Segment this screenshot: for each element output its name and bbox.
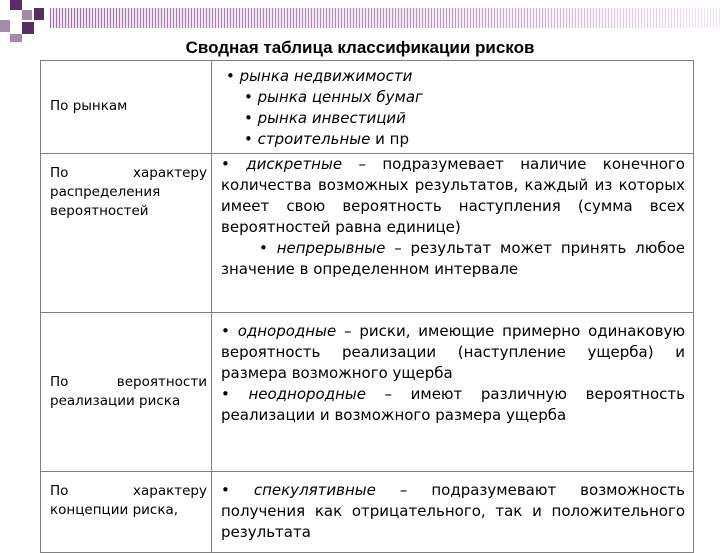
list-item: • рынка ценных бумаг — [244, 88, 423, 106]
list-item: • дискретные – подразумевает наличие конечного количества возможных результатов, каждый из которых имеет свою вероятность наступления (сумма всех вероятностей равна единице) — [221, 155, 685, 236]
list-item: • рынка недвижимости — [226, 67, 413, 85]
risk-classification-table — [40, 60, 694, 553]
table-row — [41, 472, 694, 553]
list-item: • строительные и пр — [244, 130, 409, 148]
category-label: По рынкам — [50, 98, 128, 114]
description-cell — [212, 154, 694, 313]
list-item: • рынка инвестиций — [244, 109, 406, 127]
table-row — [41, 154, 694, 313]
category-cell — [41, 313, 212, 472]
category-cell — [41, 61, 212, 154]
category-label: По характеру распределения вероятностей — [50, 165, 207, 219]
description-cell — [212, 313, 694, 472]
list-item: • непрерывные – результат может принять любое значение в определенном интервале — [221, 239, 685, 278]
table-row — [41, 313, 694, 472]
category-cell — [41, 154, 212, 313]
category-label: По характеру концепции риска, — [50, 483, 207, 518]
list-item: • однородные – риски, имеющие примерно одинаковую вероятность реализации (наступление ущерба) и размера возможного ущерба — [221, 322, 685, 382]
category-cell — [41, 472, 212, 553]
description-cell — [212, 472, 694, 553]
description-cell — [212, 61, 694, 154]
page-title: Сводная таблица классификации рисков — [185, 38, 535, 57]
category-label: По вероятности реализации риска — [50, 374, 207, 409]
table-row — [41, 61, 694, 154]
list-item: • спекулятивные – подразумевают возможность получения как отрицательного, так и положительного результата — [221, 481, 685, 541]
list-item: • неоднородные – имеют различную вероятность реализации и возможного размера ущерба — [221, 385, 685, 424]
